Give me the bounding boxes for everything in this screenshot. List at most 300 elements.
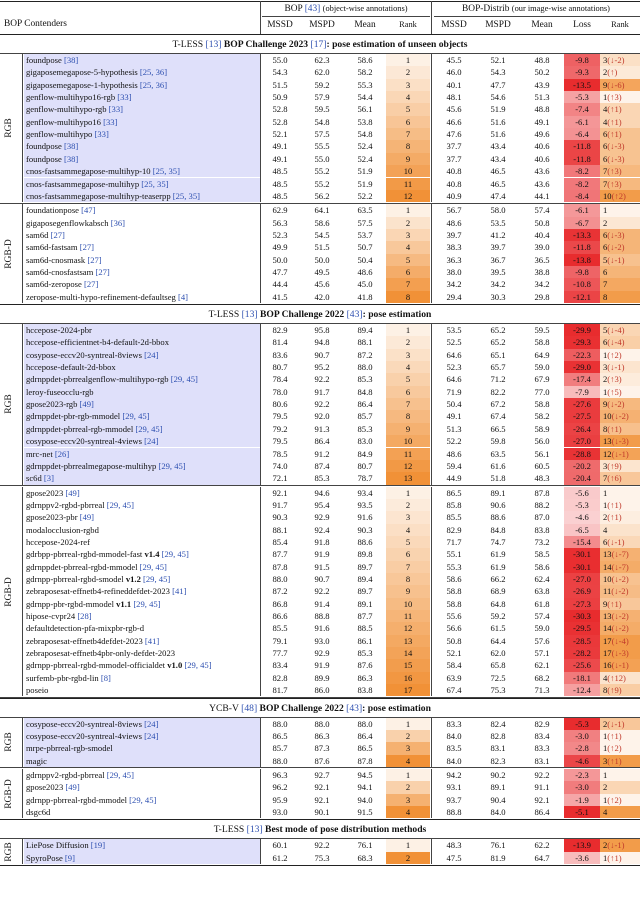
bop-rank: 1 — [386, 54, 430, 66]
citation-link[interactable]: [27] — [77, 242, 95, 253]
header-bop — [260, 4, 432, 14]
section-ref[interactable]: [13] — [246, 824, 266, 836]
distrib-mspd: 59.2 — [490, 611, 506, 622]
table-row — [0, 140, 640, 152]
version-label: v1.4 — [142, 549, 160, 560]
contender-name — [24, 635, 260, 647]
table-row — [0, 806, 640, 818]
citation-link[interactable]: [49] — [77, 399, 94, 410]
rank-change: (↓-2) — [611, 574, 629, 584]
section-title — [0, 309, 640, 320]
section-ref[interactable]: [13] — [241, 309, 260, 320]
citation-link[interactable]: [29, 45] — [104, 769, 134, 780]
rank-change: (↓-1) — [607, 362, 625, 373]
rank-change: (↑6) — [607, 473, 622, 484]
section-ref[interactable]: [13] — [205, 39, 224, 50]
bop-mspd: 92.1 — [314, 782, 330, 793]
bop-mssd: 83.6 — [272, 349, 288, 360]
bop-mean: 51.9 — [357, 166, 373, 177]
contender-name — [24, 622, 260, 634]
distrib-loss: -29.3 — [564, 336, 600, 348]
citation-link[interactable]: [29, 45] — [133, 423, 163, 434]
citation-link[interactable]: [41] — [142, 635, 160, 646]
citation-link[interactable]: [29, 45] — [104, 499, 134, 510]
distrib-loss: -13.8 — [564, 254, 600, 266]
bop-rank: 4 — [386, 524, 430, 536]
distrib-mspd: 76.1 — [490, 840, 506, 851]
vline-header-name — [260, 1, 261, 34]
contender-name — [24, 410, 260, 422]
bop-mspd: 57.9 — [314, 92, 330, 103]
section-ref[interactable]: [48] — [241, 702, 260, 714]
contender-name — [24, 511, 260, 523]
table-row — [0, 635, 640, 647]
distrib-mspd: 43.4 — [490, 153, 506, 164]
bop-mssd: 92.1 — [272, 487, 288, 498]
bop-mean: 52.2 — [357, 190, 373, 201]
table-row — [0, 511, 640, 523]
distrib-mean: 71.3 — [534, 685, 550, 696]
section-title — [0, 703, 640, 714]
citation-link[interactable]: [27] — [85, 254, 102, 265]
table-row — [0, 116, 640, 128]
contender-label: genflow-multihypo16-rgb — [26, 92, 116, 103]
distrib-loss: -6.1 — [564, 116, 600, 128]
table-row — [0, 610, 640, 622]
citation-link[interactable]: [38] — [61, 153, 79, 164]
distrib-rank: 2(↓-1) — [600, 839, 640, 851]
distrib-mspd: 90.6 — [490, 499, 506, 510]
distrib-mean: 87.0 — [534, 512, 550, 523]
vline-bop — [431, 54, 432, 202]
rank-change: (↑) — [607, 67, 618, 78]
distrib-loss: -20.2 — [564, 460, 600, 472]
bop-mssd: 50.0 — [272, 254, 288, 265]
distrib-mspd: 84.8 — [490, 524, 506, 535]
citation-link[interactable]: [29, 45] — [156, 460, 186, 471]
table-row — [0, 178, 640, 190]
distrib-mean: 62.2 — [534, 840, 550, 851]
citation-link[interactable]: [28] — [75, 611, 92, 622]
bop-rank: 8 — [386, 410, 430, 422]
distrib-mean: 59.5 — [534, 325, 550, 335]
section-challenge: BOP Challenge 2022 — [260, 309, 345, 320]
table-row — [0, 386, 640, 398]
distrib-mspd: 59.8 — [490, 436, 506, 447]
distrib-mssd: 52.1 — [446, 648, 462, 659]
bop-mssd: 52.3 — [272, 229, 288, 240]
distrib-loss: -27.6 — [564, 398, 600, 410]
contender-label: zeropose-multi-hypo-refinement-defaultseg — [26, 291, 176, 302]
distrib-mean: 58.6 — [534, 561, 550, 572]
distrib-mean: 88.2 — [534, 499, 550, 510]
rank-change: (↓-1) — [607, 718, 625, 729]
bop-mean: 90.3 — [357, 524, 373, 535]
contender-name — [24, 349, 260, 361]
bop-mssd: 88.0 — [272, 718, 288, 729]
distrib-mspd: 89.1 — [490, 487, 506, 498]
bop-mspd: 91.3 — [314, 423, 330, 434]
contender-label: gdrbpp-pbrreal-rgbd-mmodel-fast — [26, 549, 143, 560]
distrib-rank: 6(↓-3) — [600, 229, 640, 241]
contender-name — [24, 373, 260, 385]
bop-mean: 58.2 — [357, 67, 373, 78]
distrib-mean: 43.9 — [534, 79, 550, 90]
bop-rank: 9 — [386, 585, 430, 597]
distrib-loss: -9.8 — [564, 266, 600, 278]
distrib-rank: 2(↑1) — [600, 511, 640, 523]
bop-mssd: 48.5 — [272, 178, 288, 189]
distrib-loss: -30.3 — [564, 610, 600, 622]
bop-rank: 6 — [386, 386, 430, 398]
distrib-mssd: 46.6 — [446, 116, 462, 127]
distrib-loss: -2.3 — [564, 769, 600, 781]
citation-link[interactable]: [4] — [175, 291, 189, 302]
bop-mssd: 80.7 — [272, 362, 288, 373]
contender-name — [24, 755, 260, 767]
bop-mssd: 79.5 — [272, 411, 288, 422]
contender-name — [24, 229, 260, 241]
bop-underline — [262, 16, 430, 17]
table-row — [0, 598, 640, 610]
contender-label: genflow-multihypo-rgb — [26, 104, 107, 115]
section-ref[interactable]: [43] — [343, 702, 363, 714]
distrib-mspd: 82.2 — [490, 386, 506, 397]
bop-mssd: 95.9 — [272, 794, 288, 805]
citation-link[interactable]: [36] — [108, 217, 126, 228]
distrib-rank: 2 — [600, 217, 640, 229]
bop-mspd: 91.6 — [314, 623, 330, 634]
rank-change: (↓-2) — [607, 399, 625, 410]
distrib-rank: 1(↑1) — [600, 852, 640, 864]
distrib-mspd: 89.1 — [490, 782, 506, 793]
citation-link[interactable]: [3] — [41, 473, 54, 484]
distrib-mspd: 46.5 — [490, 166, 506, 177]
distrib-loss: -12.1 — [564, 291, 600, 303]
distrib-rank: 2(↓-1) — [600, 718, 640, 730]
citation-link[interactable]: [33] — [115, 92, 132, 103]
vline-bop — [431, 769, 432, 818]
distrib-mssd: 40.8 — [446, 166, 462, 177]
distrib-mean: 44.1 — [534, 190, 550, 201]
section-ref[interactable]: [43] — [344, 309, 363, 320]
section-challenge: BOP Challenge 2023 — [223, 39, 309, 50]
distrib-loss: -29.5 — [564, 622, 600, 634]
citation-link[interactable]: [25, 36] — [137, 79, 168, 90]
bop-mean: 68.3 — [357, 852, 373, 863]
distrib-rank: 17(↓-4) — [600, 635, 640, 647]
citation-link[interactable]: [29, 45] — [127, 794, 157, 805]
bop-mspd: 75.3 — [314, 852, 330, 863]
distrib-mspd: 82.3 — [490, 755, 506, 766]
distrib-mean: 60.5 — [534, 460, 550, 471]
distrib-mssd: 34.2 — [446, 279, 462, 290]
bop-mspd: 51.5 — [314, 242, 330, 253]
contender-label: gigaposegenflowkabsch — [26, 217, 109, 228]
distrib-mssd: 84.0 — [446, 730, 462, 741]
bop-mspd: 88.8 — [314, 611, 330, 622]
vline-bop — [431, 324, 432, 485]
citation-link[interactable]: [38] — [61, 141, 79, 152]
table-row — [0, 254, 640, 266]
bop-ref[interactable]: [43] — [304, 4, 321, 14]
table-row — [0, 229, 640, 241]
contender-label: hccepose-default-2d-bbox — [26, 362, 116, 373]
column-header-mean: Mean — [531, 20, 553, 30]
citation-link[interactable]: [29, 45] — [159, 549, 189, 560]
bop-mspd: 55.0 — [314, 153, 330, 164]
contender-name — [24, 54, 260, 66]
distrib-rank: 13(↓-2) — [600, 610, 640, 622]
citation-link[interactable]: [29, 45] — [182, 660, 212, 671]
header-contenders: BOP Contenders — [4, 19, 67, 29]
citation-link[interactable]: [25, 35] — [170, 190, 200, 201]
citation-link[interactable]: [9] — [62, 852, 75, 863]
modality-text: RGB — [4, 118, 15, 138]
contender-name — [24, 140, 260, 152]
distrib-loss: -4.6 — [564, 511, 600, 523]
bop-mspd: 92.2 — [314, 374, 330, 385]
rank-change: (↓-2) — [611, 586, 629, 597]
column-header-mean: Mean — [354, 20, 376, 30]
contender-name — [24, 79, 260, 91]
distrib-loss: -13.9 — [564, 839, 600, 851]
bop-mssd: 44.4 — [272, 279, 288, 290]
citation-link[interactable]: [33] — [92, 129, 109, 140]
distrib-rank: 7 — [600, 278, 640, 290]
contender-label: foundpose — [26, 55, 62, 65]
distrib-mspd: 39.7 — [490, 242, 506, 253]
contender-name — [24, 647, 260, 659]
bop-mspd: 59.5 — [314, 104, 330, 115]
bop-rank: 6 — [386, 266, 430, 278]
bop-rank: 17 — [386, 684, 430, 696]
contender-name — [24, 291, 260, 303]
table-row — [0, 718, 640, 730]
bop-mspd: 50.0 — [314, 254, 330, 265]
citation-link[interactable]: [26] — [52, 448, 70, 459]
contender-name — [24, 204, 260, 216]
citation-link[interactable]: [25, 35] — [150, 166, 180, 177]
contender-name — [24, 398, 260, 410]
bop-mssd: 49.1 — [272, 141, 288, 152]
distrib-mssd: 45.5 — [446, 55, 462, 65]
bop-mean: 51.9 — [357, 178, 373, 189]
citation-link[interactable]: [33] — [106, 104, 123, 115]
citation-link[interactable]: [24] — [141, 436, 159, 447]
distrib-mspd: 51.8 — [490, 473, 506, 484]
distrib-loss: -6.7 — [564, 217, 600, 229]
citation-link[interactable]: [41] — [169, 586, 187, 597]
bop-rank: 16 — [386, 672, 430, 684]
bop-mssd: 80.6 — [272, 399, 288, 410]
contender-label: sam6d-fastsam — [26, 242, 78, 253]
bop-mssd: 78.0 — [272, 386, 288, 397]
vline-name — [260, 839, 261, 864]
contender-name — [24, 684, 260, 696]
bop-mssd: 51.5 — [272, 79, 288, 90]
distrib-loss: -6.4 — [564, 128, 600, 140]
contender-name — [24, 103, 260, 115]
citation-link[interactable]: [19] — [88, 840, 106, 851]
distrib-rank: 9(↑1) — [600, 598, 640, 610]
distrib-mean: 62.1 — [534, 660, 550, 671]
rank-change: (↓-3) — [607, 141, 625, 152]
bop-rank: 5 — [386, 254, 430, 266]
citation-link[interactable]: [29, 45] — [168, 374, 198, 385]
bop-mspd: 56.2 — [314, 190, 330, 201]
citation-link[interactable]: [29, 45] — [120, 411, 150, 422]
citation-link[interactable]: [49] — [63, 782, 80, 793]
distrib-mean: 36.5 — [534, 254, 550, 265]
version-label: v1.1 — [113, 598, 132, 609]
rank-change: (↑9) — [607, 685, 622, 696]
modality-text: RGB — [4, 841, 15, 862]
bop-mspd: 92.9 — [314, 512, 330, 523]
contender-name — [24, 423, 260, 435]
citation-link[interactable]: [49] — [63, 487, 80, 498]
distrib-mspd: 51.6 — [490, 129, 506, 140]
distrib-rank: 4(↑1) — [600, 116, 640, 128]
bop-rank: 1 — [386, 839, 430, 851]
bop-mssd: 85.4 — [272, 536, 288, 547]
bop-rank: 9 — [386, 423, 430, 435]
contender-name — [24, 839, 260, 851]
distrib-rank: 1(↑2) — [600, 349, 640, 361]
distrib-mean: 29.8 — [534, 291, 550, 302]
rank-change: (↑1) — [607, 116, 622, 127]
distrib-mssd: 49.1 — [446, 411, 462, 422]
distrib-mean: 57.1 — [534, 648, 550, 659]
bop-mssd: 49.1 — [272, 153, 288, 164]
distrib-mean: 39.0 — [534, 242, 550, 253]
bop-mean: 78.7 — [357, 473, 373, 484]
bop-rank: 12 — [386, 622, 430, 634]
distrib-mssd: 44.9 — [446, 473, 462, 484]
distrib-loss: -27.5 — [564, 410, 600, 422]
vline-name — [260, 324, 261, 485]
column-header-mspd: MSPD — [309, 20, 335, 30]
distrib-loss: -27.0 — [564, 573, 600, 585]
distrib-mspd: 72.5 — [490, 672, 506, 683]
citation-link[interactable]: [29, 45] — [137, 561, 167, 572]
modality-label — [0, 324, 18, 485]
distrib-mspd: 62.0 — [490, 648, 506, 659]
bop-rank: 4 — [386, 91, 430, 103]
bop-mspd: 91.2 — [314, 448, 330, 459]
distrib-mspd: 63.5 — [490, 448, 506, 459]
contender-name — [24, 487, 260, 499]
citation-link[interactable]: [29, 45] — [131, 598, 161, 609]
distrib-loss: -8.2 — [564, 178, 600, 190]
contender-label: mrc-net — [26, 448, 53, 459]
bop-mean: 84.8 — [357, 386, 373, 397]
table-row — [0, 742, 640, 754]
rank-change: (↓-1) — [611, 660, 629, 671]
distrib-mspd: 46.5 — [490, 178, 506, 189]
section-ref[interactable]: [17] — [308, 39, 327, 50]
distrib-mssd: 37.7 — [446, 153, 462, 164]
distrib-loss: -10.8 — [564, 278, 600, 290]
bop-mspd: 94.6 — [314, 487, 330, 498]
citation-link[interactable]: [24] — [141, 730, 159, 741]
table-row — [0, 585, 640, 597]
bop-mspd: 89.9 — [314, 672, 330, 683]
bop-mean: 48.6 — [357, 266, 373, 277]
citation-link[interactable]: [29, 45] — [140, 574, 171, 584]
distrib-mssd: 47.5 — [446, 852, 462, 863]
citation-link[interactable]: [25, 35] — [139, 178, 169, 189]
citation-link[interactable]: [33] — [100, 116, 118, 127]
bop-mspd: 91.8 — [314, 536, 330, 547]
bop-mssd: 82.9 — [272, 325, 288, 335]
contender-name — [24, 806, 260, 818]
bop-mean: 86.3 — [357, 672, 373, 683]
distrib-rank: 2(↑3) — [600, 373, 640, 385]
distrib-mssd: 40.8 — [446, 178, 462, 189]
citation-link[interactable]: [24] — [141, 349, 159, 360]
bop-rank: 4 — [386, 806, 430, 818]
citation-link[interactable]: [27] — [81, 279, 99, 290]
contender-name — [24, 241, 260, 253]
modality-label — [0, 718, 18, 767]
citation-link[interactable]: [8] — [98, 672, 111, 683]
citation-link[interactable]: [49] — [77, 512, 95, 523]
rank-change: (↓-4) — [607, 325, 625, 335]
bop-mssd: 88.0 — [272, 755, 288, 766]
bop-mean: 89.7 — [357, 561, 373, 572]
distrib-mean: 48.8 — [534, 104, 550, 115]
vline-bop — [431, 839, 432, 864]
distrib-mean: 58.8 — [534, 337, 550, 348]
bop-mspd: 88.0 — [314, 718, 330, 729]
citation-link[interactable]: [24] — [141, 718, 159, 729]
citation-link[interactable]: [38] — [61, 55, 79, 65]
contender-name — [24, 278, 260, 290]
distrib-loss: -11.8 — [564, 153, 600, 165]
bop-mspd: 90.7 — [314, 349, 330, 360]
citation-link[interactable]: [47] — [79, 205, 96, 216]
distrib-mspd: 84.0 — [490, 806, 506, 817]
distrib-rank: 3(↓-2) — [600, 54, 640, 66]
citation-link[interactable]: [25, 36] — [137, 67, 168, 78]
rank-change: (↑1) — [607, 499, 622, 510]
bop-rank: 2 — [386, 781, 430, 793]
contender-label: surfemb-pbr-rgbd-lin — [26, 672, 99, 683]
distrib-mspd: 67.2 — [490, 399, 506, 410]
header-distrib — [432, 4, 640, 14]
distrib-rank: 1(↑3) — [600, 91, 640, 103]
distrib-loss: -9.8 — [564, 54, 600, 66]
column-header-loss: Loss — [573, 20, 591, 30]
distrib-rank: 1(↑5) — [600, 386, 640, 398]
modality-text: RGB — [4, 394, 15, 415]
contender-label: gdrnppv2-rgbd-pbrreal — [26, 499, 105, 510]
distrib-mspd: 54.6 — [490, 92, 506, 103]
contender-name — [24, 852, 260, 864]
bop-mean: 88.6 — [357, 536, 373, 547]
table-row — [0, 79, 640, 91]
bop-mspd: 86.3 — [314, 730, 330, 741]
citation-link[interactable]: [27] — [93, 266, 110, 277]
citation-link[interactable]: [27] — [48, 229, 65, 240]
bop-mean: 56.1 — [357, 104, 373, 115]
distrib-mssd: 82.9 — [446, 524, 462, 535]
bop-title: BOP — [284, 4, 303, 14]
contender-label: foundationpose — [26, 205, 79, 216]
bop-mspd: 91.5 — [314, 561, 330, 572]
contender-name — [24, 769, 260, 781]
